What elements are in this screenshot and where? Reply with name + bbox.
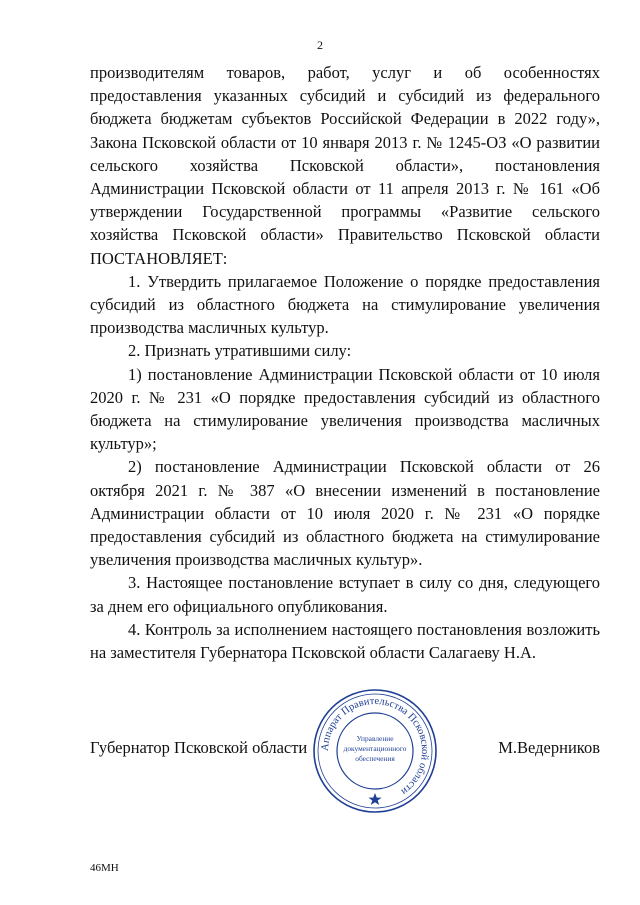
document-body xyxy=(90,61,600,664)
signatory-name: М.Ведерников xyxy=(498,738,600,757)
paragraph-clause-1: 1. Утвердить прилагаемое Положение о порядке предоставления субсидий из областного бюджета на стимулирование увеличения производства масличных культур. xyxy=(90,271,600,338)
paragraph-clause-2-item-2: 2) постановление Администрации Псковской области от 26 октября 2021 г. № 387 «О внесении изменений в постановление Администрации области от 10 июля 2020 г. № 231 «О порядке предоставления субсидий из областного бюджета на стимулирование увеличения производства масличных культур». xyxy=(90,457,600,570)
paragraph-clause-4: 4. Контроль за исполнением настоящего постановления возложить на заместителя Губернатора Псковской области Салагаеву Н.А. xyxy=(90,619,600,663)
document-code: 46МН xyxy=(90,862,119,874)
seal-star-icon xyxy=(368,793,381,805)
seal-ring-text: Аппарат Правительства Псковской области xyxy=(319,695,431,797)
official-seal xyxy=(310,686,440,816)
paragraph-clause-2: 2. Признать утратившими силу: xyxy=(128,341,352,361)
seal-center-line-3: обеспечения xyxy=(355,754,395,763)
seal-graphic xyxy=(310,686,440,816)
paragraph-clause-2-item-1: 1) постановление Администрации Псковской области от 10 июля 2020 г. № 231 «О порядке предоставления субсидий из областного бюджета на стимулирование увеличения производства масличных культур»; xyxy=(90,364,600,454)
page-number: 2 xyxy=(317,38,323,52)
seal-center-line-1: Управление xyxy=(356,734,394,743)
paragraph-preamble: производителям товаров, работ, услуг и об особенностях предоставления указанных субсидий и субсидий из федерального бюджета бюджетам субъектов Российской Федерации в 2022 году», Закона Псковской области от 10 января 2013 г. № 1245-ОЗ «О развитии сельского хозяйства Псковской области», постановления Администрации Псковской области от 11 апреля 2013 г. № 161 «Об утверждении Государственной программы «Развитие сельского хозяйства Псковской области» Правительство Псковской области ПОСТАНОВЛЯЕТ: xyxy=(90,63,600,268)
signatory-title: Губернатор Псковской области xyxy=(90,738,308,757)
seal-center-line-2: документационного xyxy=(343,744,407,753)
paragraph-clause-3: 3. Настоящее постановление вступает в силу со дня, следующего за днем его официального опубликования. xyxy=(90,573,600,616)
